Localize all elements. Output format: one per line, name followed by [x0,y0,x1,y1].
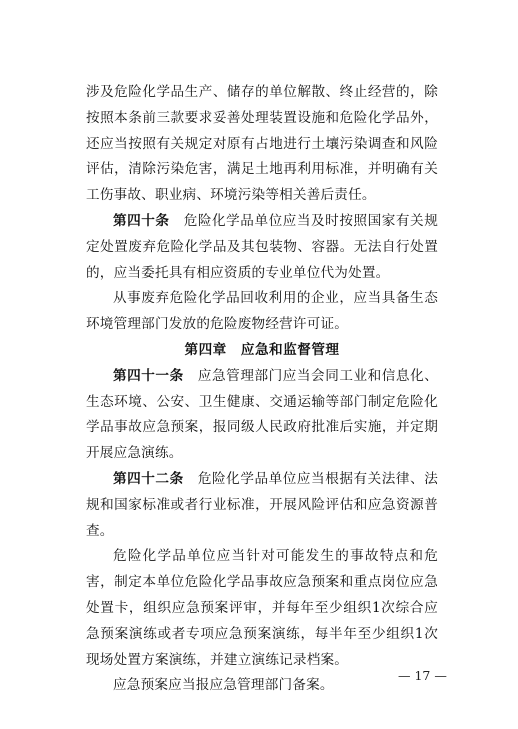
article-gap [170,213,184,229]
paragraph-text: 涉及危险化学品生产、储存的单位解散、终止经营的，除按照本条前三款要求妥善处理装置设施和危险化学品外，还应当按照有关规定对原有占地进行土壤污染调查和风险评估，清除污染危害，满足土地再利用标准，并明确有关工伤事故、职业病、环境污染等相关善后责任。 [86,84,438,204]
article-label: 第四十条 [113,212,170,229]
article-text: 应急管理部门应当会同工业和信息化、生态环境、公安、卫生健康、交通运输等部门制定危险化学品事故应急预案，报同级人民政府批准后实施，并定期开展应急演练。 [86,367,439,462]
article-label: 第四十一条 [113,367,184,384]
article-42 [86,467,438,544]
article-text: 危险化学品单位应当根据有关法律、法规和国家标准或者行业标准，开展风险评估和应急资源普查。 [86,470,439,539]
paragraph [86,544,438,673]
article-gap [184,471,198,487]
article-label: 第四十二条 [113,470,184,487]
paragraph [86,286,438,338]
article-text: 危险化学品单位应当及时按照国家有关规定处置废弃危险化学品及其包装物、容器。无法自行处置的，应当委托具有相应资质的专业单位代为处置。 [86,212,438,281]
paragraph-continued [86,80,438,209]
paragraph [86,673,438,699]
page-number: — 17 — [398,668,447,683]
article-40 [86,209,438,286]
chapter-heading: 第四章 应急和监督管理 [184,341,340,358]
article-41 [86,364,438,467]
document-body [86,80,438,699]
paragraph-text: 危险化学品单位应当针对可能发生的事故特点和危害，制定本单位危险化学品事故应急预案和重点岗位应急处置卡，组织应急预案评审，并每年至少组织1次综合应急预案演练或者专项应急预案演练，每半年至少组织1次现场处置方案演练，并建立演练记录档案。 [86,548,438,668]
paragraph-text: 从事废弃危险化学品回收利用的企业，应当具备生态环境管理部门发放的危险废物经营许可证。 [86,290,438,333]
paragraph-text: 应急预案应当报应急管理部门备案。 [113,677,334,694]
article-gap [184,368,198,384]
